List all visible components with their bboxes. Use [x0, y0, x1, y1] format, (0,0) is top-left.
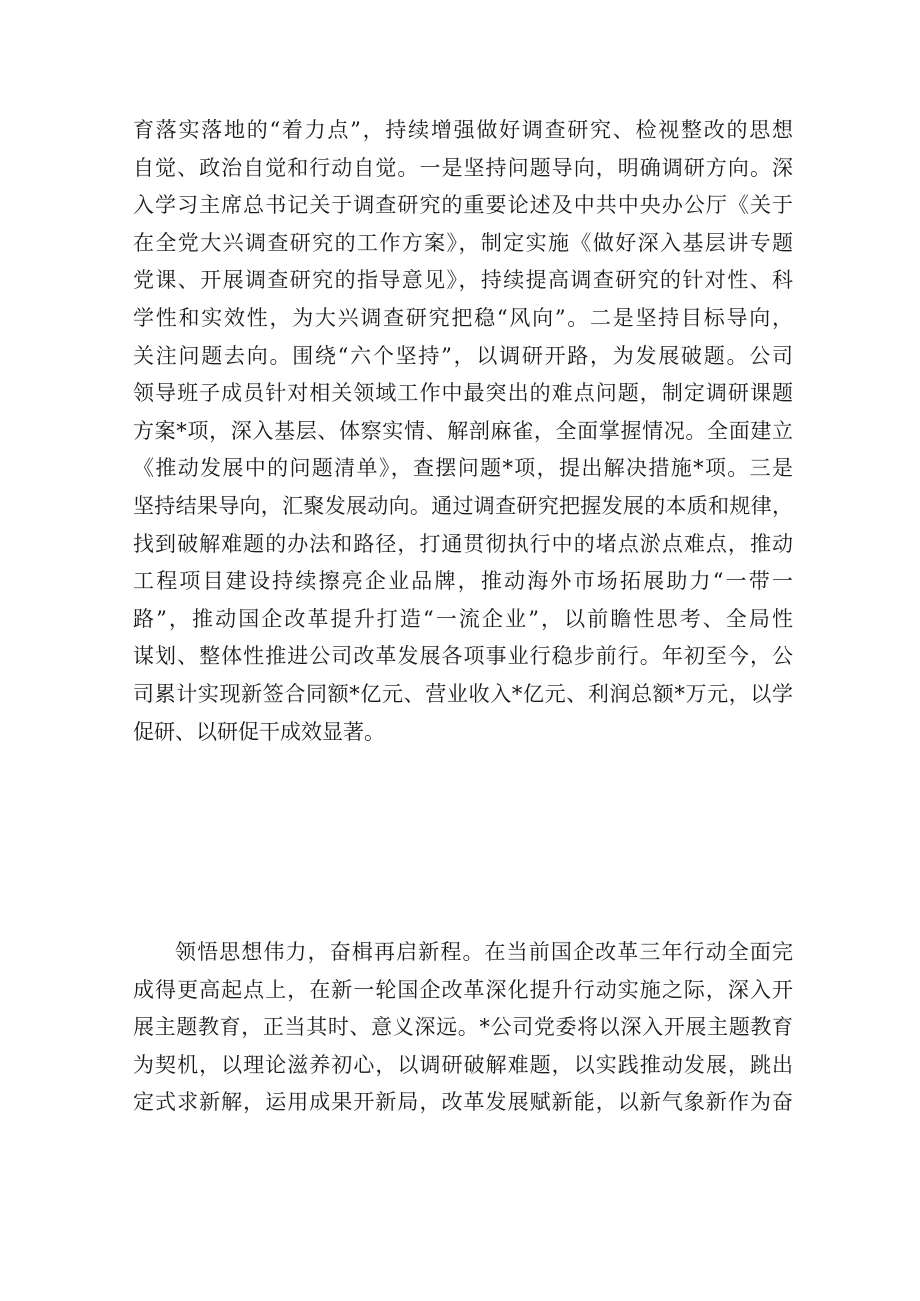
text-line: 育落实落地的“着力点”，持续增强做好调查研究、检视整改的思想 [133, 118, 793, 142]
paragraph-1 [133, 112, 793, 751]
text-line: 在全党大兴调查研究的工作方案》，制定实施《做好深入基层讲专题 [133, 230, 793, 255]
text-line: 《推动发展中的问题清单》，查摆问题*项，提出解决措施*项。三是 [133, 456, 793, 481]
text-line: 方案*项，深入基层、体察实情、解剖麻雀，全面掌握情况。全面建立 [133, 418, 793, 443]
text-line: 入学习主席总书记关于调查研究的重要论述及中共中央办公厅《关于 [133, 193, 793, 218]
text-line: 司累计实现新签合同额*亿元、营业收入*亿元、利润总额*万元，以学 [133, 681, 793, 706]
text-line: 自觉、政治自觉和行动自觉。一是坚持问题导向，明确调研方向。深 [133, 155, 793, 180]
text-line: 学性和实效性，为大兴调查研究把稳“风向”。二是坚持目标导向， [133, 305, 793, 330]
text-line: 找到破解难题的办法和路径，打通贯彻执行中的堵点淤点难点，推动 [133, 531, 793, 556]
text-line: 促研、以研促干成效显著。 [133, 719, 385, 744]
text-line: 工程项目建设持续擦亮企业品牌，推动海外市场拓展助力“一带一 [133, 569, 793, 594]
text-line: 为契机，以理论滋养初心，以调研破解难题，以实践推动发展，跳出 [133, 1052, 793, 1077]
text-line: 领导班子成员针对相关领域工作中最突出的难点问题，制定调研课题 [133, 381, 793, 406]
text-line: 坚持结果导向，汇聚发展动向。通过调查研究把握发展的本质和规律， [133, 493, 793, 518]
paragraph-2 [133, 934, 793, 1122]
text-line: 成得更高起点上，在新一轮国企改革深化提升行动实施之际，深入开 [133, 977, 793, 1002]
text-line: 领悟思想伟力，奋楫再启新程。在当前国企改革三年行动全面完 [175, 940, 793, 964]
text-line: 谋划、整体性推进公司改革发展各项事业行稳步前行。年初至今，公 [133, 644, 793, 669]
text-line: 定式求新解，运用成果开新局，改革发展赋新能，以新气象新作为奋 [133, 1090, 793, 1115]
text-line: 路”，推动国企改革提升打造“一流企业”，以前瞻性思考、全局性 [133, 606, 793, 631]
text-line: 党课、开展调查研究的指导意见》，持续提高调查研究的针对性、科 [133, 268, 793, 293]
text-line: 关注问题去向。围绕“六个坚持”，以调研开路，为发展破题。公司 [133, 343, 793, 368]
text-line: 展主题教育，正当其时、意义深远。*公司党委将以深入开展主题教育 [133, 1015, 793, 1040]
